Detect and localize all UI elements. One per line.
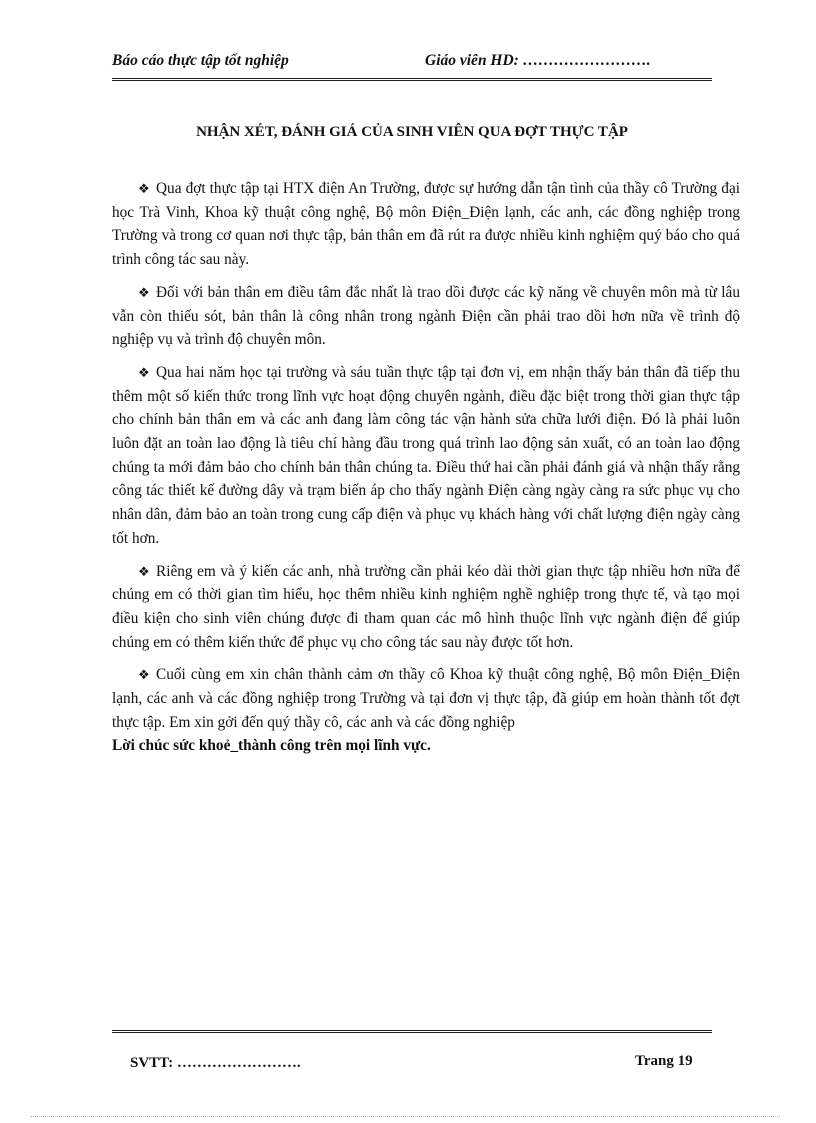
report-title: Báo cáo thực tập tốt nghiệp <box>112 52 289 69</box>
section-title: NHẬN XÉT, ĐÁNH GIÁ CỦA SINH VIÊN QUA ĐỢT THỰC TẬP <box>196 124 628 140</box>
diamond-bullet-icon: ❖ <box>138 364 150 380</box>
page-number: Trang 19 <box>635 1053 693 1069</box>
paragraph <box>112 177 740 272</box>
paragraph-text: Cuối cùng em xin chân thành cảm ơn thầy cô Khoa kỹ thuật công nghệ, Bộ môn Điện_Điện lạnh, các anh và các đồng nghiệp trong Trường và tại đơn vị thực tập, đã giúp em hoàn thành tốt đợt thực tập. Em xin gởi đến quý thầy cô, các anh và các đồng nghiệp <box>112 666 740 731</box>
document-body <box>112 177 740 767</box>
closing-line: Lời chúc sức khoẻ_thành công trên mọi lĩnh vực. <box>112 737 431 755</box>
page-footer <box>112 1030 712 1071</box>
diamond-bullet-icon: ❖ <box>138 563 150 579</box>
paragraph <box>112 560 740 655</box>
paragraph <box>112 663 740 758</box>
paragraph-text: Riêng em và ý kiến các anh, nhà trường cần phải kéo dài thời gian thực tập nhiều hơn nữa để chúng em có thời gian tìm hiểu, học thêm nhiều kinh nghiệm nghề nghiệp trong thực tế, và tạo mọi điều kiện cho sinh viên chúng được đi tham quan các mô hình thuộc lĩnh vực ngành điện để giúp chúng em có thêm kiến thức để phục vụ cho công tác sau này được tốt hơn. <box>112 562 740 651</box>
student-line: SVTT: ……………………. <box>130 1055 301 1071</box>
paragraph-text: Qua đợt thực tập tại HTX điện An Trường, được sự hướng dẫn tận tình của thầy cô Trường đại học Trà Vinh, Khoa kỹ thuật công nghệ, Bộ môn Điện_Điện lạnh, các anh, các đồng nghiệp trong Trường và trong cơ quan nơi thực tập, bản thân em đã rút ra được nhiều kinh nghiệm quý báo cho quá trình công tác sau này. <box>112 180 740 269</box>
paragraph-text: Qua hai năm học tại trường và sáu tuần thực tập tại đơn vị, em nhận thấy bản thân đã tiếp thu thêm một số kiến thức trong lĩnh vực hoạt động chuyên ngành, điều đặc biệt trong thời gian thực tập cho chính bản thân em và các anh đang làm công tác vận hành sửa chữa lưới điện. Đó là phải luôn luôn đặt an toàn lao động là tiêu chí hàng đầu trong quá trình lao động sản xuất, có an toàn lao động chúng ta mới đảm bảo cho chính bản thân chúng ta. Điều thứ hai cần phải đánh giá và nhận thấy rằng công tác thiết kế đường dây và trạm biến áp cho thấy ngành Điện càng ngày càng ra sức phục vụ cho nhân dân, đảm bảo an toàn trong cung cấp điện và phục vụ khách hàng với chất lượng điện ngày càng tốt hơn. <box>112 363 740 547</box>
paragraph-text: Đối với bản thân em điều tâm đắc nhất là trao dồi được các kỹ năng về chuyên môn mà từ lâu vẫn còn thiếu sót, bản thân là công nhân trong ngành Điện cần phải trao dồi hơn nữa về trình độ nghiệp vụ và trình độ chuyên môn. <box>112 283 740 349</box>
advisor-line: Giáo viên HD: ……………………. <box>425 52 651 69</box>
diamond-bullet-icon: ❖ <box>138 284 150 300</box>
diamond-bullet-icon: ❖ <box>138 667 150 683</box>
paragraph <box>112 281 740 352</box>
diamond-bullet-icon: ❖ <box>138 181 150 196</box>
page-header <box>112 52 712 81</box>
paragraph <box>112 361 740 551</box>
page-bottom-divider <box>30 1116 780 1117</box>
